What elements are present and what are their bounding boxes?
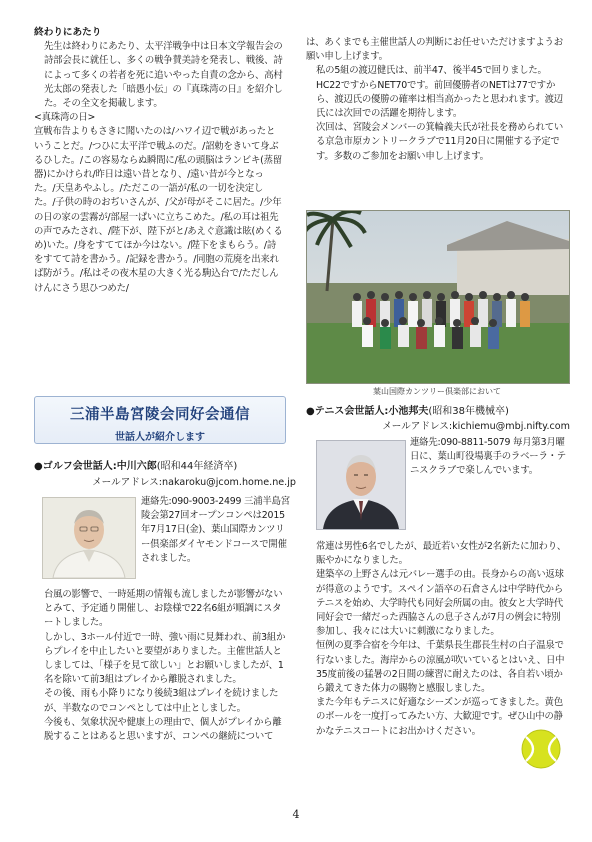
tennis-report — [306, 540, 568, 739]
tennis-organizer-photo — [316, 440, 406, 530]
poem-text: 宣戦布告よりもさきに聞いたのは/ハワイ辺で戦があったということだ。/つひに太平洋で戦ふのだ。/詔勅をきいて身ぶるひした。/この容易ならぬ瞬間に/私の頭脳はランビキ(蒸留器)にかけられ/昨日は遠い昔となり、/遠い昔が今となった。/天皇あやふし。/ただこの一語が/私の一切を決定した。/子供の時のおぢいさんが、/父が母がそこに居た。/少年の日の家の雲霧が/部屋一ぱいに立ちこめた。/私の耳は祖先の声でみたされ、/陛下が、陛下がと/あえぐ意識は眩(めくるめ)いた。/身をすててほか今はない。/陛下をまもらう。/詩をすてて詩を書かう。/記録を書かう。/同胞の荒廃を出来れば防がう。/私はその夜木星の大きく光る駒込台で/ただしんけんにさう思ひつめた/ — [34, 126, 283, 294]
tennis-paragraph-1: 常連は男性6名でしたが、最近若い女性が2名新たに加わり、賑やかになりました。 — [316, 541, 567, 567]
tennis-paragraph-3: 恒例の夏季合宿を今年は、千葉県長生郡長生村の白子温泉で行ないました。海岸からの涼風が吹いているとはいえ、日中35度前後の猛暑の2日間の練習に耐えたのは、各自若い頃から鍛えてきた体力の賜物と感服しました。 — [316, 640, 565, 695]
tennis-organizer-heading — [306, 405, 576, 419]
golf-organizer-photo — [42, 497, 136, 579]
golf-continued-3: 次回は、宮陵会メンバーの箕輪義夫氏が社長を務められている京急市原カントリークラブで11月20日に開催する予定です。多数のご参加をお願い申し上げます。 — [316, 122, 564, 162]
tennis-contact-info: 連絡先:090-8811-5079 毎月第3月曜日に、葉山町役場裏手のラベーラ・テニスクラブで楽しんでいます。 — [410, 437, 566, 477]
poem-heading: <真珠湾の日> — [34, 112, 96, 124]
golf-paragraph-1: 台風の影響で、一時延期の情報も流しましたが影響がないとみて、予定通り開催し、お陰様で22名6組が順調にスタートしました。 — [44, 589, 283, 629]
portrait-icon — [317, 441, 405, 529]
tennis-ball-icon — [520, 728, 562, 770]
golf-continued-1: は、あくまでも主催世話人の判断にお任せいただけますようお願い申し上げます。 — [306, 37, 563, 63]
association-title: 三浦半島宮陵会同好会通信 — [70, 407, 250, 423]
afterword-section — [34, 26, 284, 296]
golf-group-photo — [306, 210, 570, 384]
tennis-organizer-year: (昭和38年機械卒) — [428, 406, 509, 417]
tennis-paragraph-4: また今年もテニスに好適なシーズンが巡ってきました。黄色のボールを一度打ってみたい方、大歓迎です。ぜひ山中の静かなテニスコートにお出かけください。 — [316, 697, 563, 737]
tennis-email: メールアドレス:kichiemu@mbj.nifty.com — [382, 421, 570, 432]
golf-report — [34, 588, 286, 744]
page-number: 4 — [292, 808, 300, 821]
group-photo-icon — [307, 211, 569, 383]
golf-report-continued — [306, 36, 568, 164]
golf-paragraph-3: その後、雨も小降りになり後続3組はプレイを続けましたが、半数なのでコンペとしては中止としました。 — [44, 688, 279, 714]
golf-organizer-year: (昭和44年経済卒) — [156, 461, 238, 472]
golf-email: メールアドレス:nakaroku@jcom.home.ne.jp — [92, 477, 296, 488]
tennis-paragraph-2: 建築卒の上野さんは元バレー選手の由。長身からの高い返球が得意のようです。スペイン語卒の石倉さんは中学時代からテニスを始め、大学時代も同好会所属の由。彼女と大学時代同好会で一緒だった西脇さんの息子さんが7月の例会に特別参加し、我々には大いに刺激になりました。 — [316, 569, 564, 638]
golf-organizer-heading — [34, 460, 294, 474]
golf-paragraph-2: しかし、3ホール付近で一時、強い雨に見舞われ、前3組からプレイを中止したいと要望がありました。主催世話人としましては、「様子を見て欲しい」とお願いしましたが、1名を除いて前3組はプレイから離脱されました。 — [44, 631, 286, 686]
association-subtitle: 世話人が紹介します — [115, 432, 205, 443]
afterword-paragraph: 先生は終わりにあたり、太平洋戦争中は日本文学報告会の詩部会長に就任し、多くの戦争賛美詩を発表し、戦後、詩によって多くの若者を死に追いやった自責の念から、高村光太郎の発表した「暗愚小伝」の『真珠湾の日』を紹介した。その全文を掲載します。 — [44, 41, 283, 110]
golf-continued-2: 私の5組の渡辺健氏は、前半47、後半45で回りました。HC22ですからNET70です。前回優勝者のNETは77ですから、渡辺氏の優勝の確率は相当高かったと思われます。渡辺氏には次回での活躍を期待します。 — [316, 65, 563, 120]
golf-paragraph-4: 今後も、気象状況や健康上の理由で、個人がプレイから離脱することはあると思いますが、コンペの継続について — [44, 716, 282, 743]
afterword-heading: 終わりにあたり — [34, 27, 102, 38]
association-title-box — [34, 396, 286, 444]
portrait-icon — [43, 498, 135, 578]
golf-organizer-name: ●ゴルフ会世話人:中川六郎 — [34, 461, 157, 472]
golf-photo-caption: 葉山国際カンツリー倶楽部において — [373, 387, 501, 396]
tennis-organizer-name: ●テニス会世話人:小池邦夫 — [306, 406, 429, 417]
golf-contact-info: 連絡先:090-9003-2499 三浦半島宮陵会第27回オープンコンペは2015年7月17日(金)、葉山国際カンツリー倶楽部ダイヤモンドコースで開催されました。 — [141, 496, 290, 564]
